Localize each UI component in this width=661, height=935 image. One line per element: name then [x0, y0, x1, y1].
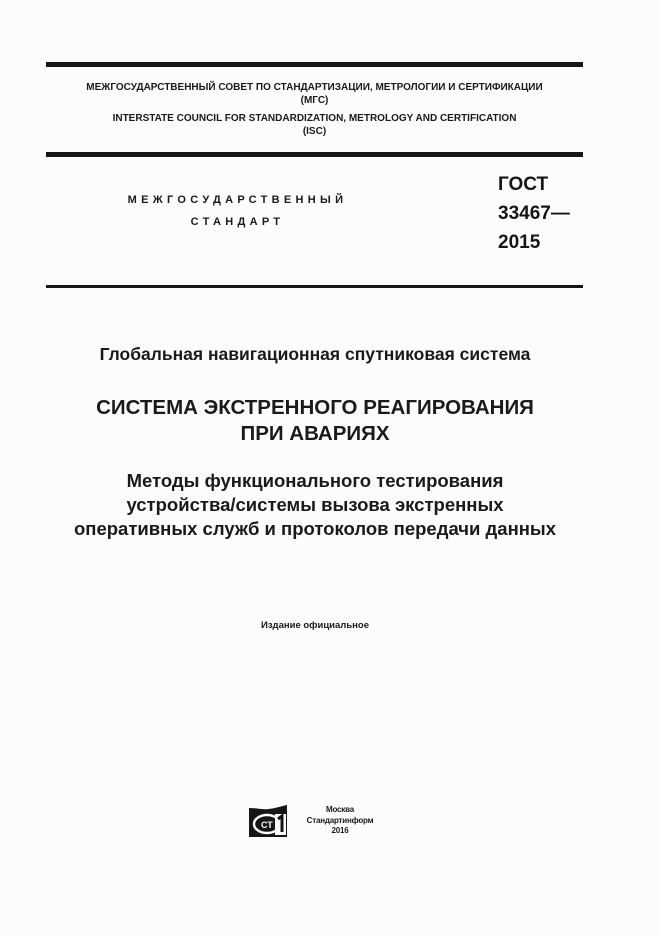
document-subtitle: Глобальная навигационная спутниковая система	[99, 344, 531, 364]
publisher-imprint	[297, 805, 383, 837]
top-rule	[46, 62, 583, 67]
document-description	[0, 469, 630, 541]
gost-year: 2015	[498, 232, 541, 253]
gost-designation	[498, 170, 570, 257]
publisher-year: 2016	[331, 826, 349, 835]
council-ru-abbr: (МГС)	[300, 95, 329, 106]
council-ru-line1: МЕЖГОСУДАРСТВЕННЫЙ СОВЕТ ПО СТАНДАРТИЗАЦИИ, МЕТРОЛОГИИ И СЕРТИФИКАЦИИ	[86, 82, 543, 93]
document-title-line1: СИСТЕМА ЭКСТРЕННОГО РЕАГИРОВАНИЯ	[96, 396, 534, 419]
svg-text:СТ: СТ	[261, 820, 273, 830]
council-en-line1: INTERSTATE COUNCIL FOR STANDARDIZATION, METROLOGY AND CERTIFICATION	[112, 113, 517, 124]
document-title-line2: ПРИ АВАРИЯХ	[240, 422, 390, 445]
council-name-ru	[46, 81, 583, 107]
standard-kind-line1: МЕЖГОСУДАРСТВЕННЫЙ	[127, 194, 348, 206]
council-en-abbr: (ISC)	[302, 126, 327, 137]
publisher-name: Стандартинформ	[306, 815, 374, 825]
middle-rule	[46, 152, 583, 157]
gost-number: 33467—	[498, 203, 570, 224]
description-line3: оперативных служб и протоколов передачи данных	[73, 518, 557, 539]
document-title	[0, 395, 630, 447]
lower-rule	[46, 285, 583, 288]
edition-label: Издание официальное	[261, 620, 369, 631]
standartinform-logo-icon	[248, 804, 288, 838]
council-name-en	[46, 112, 583, 138]
standard-kind-line2: СТАНДАРТ	[190, 216, 285, 228]
description-line1: Методы функционального тестирования	[126, 470, 504, 491]
gost-label: ГОСТ	[498, 174, 549, 195]
publisher-city: Москва	[326, 805, 354, 814]
standard-kind	[100, 189, 375, 233]
description-line2: устройства/системы вызова экстренных	[126, 494, 504, 515]
